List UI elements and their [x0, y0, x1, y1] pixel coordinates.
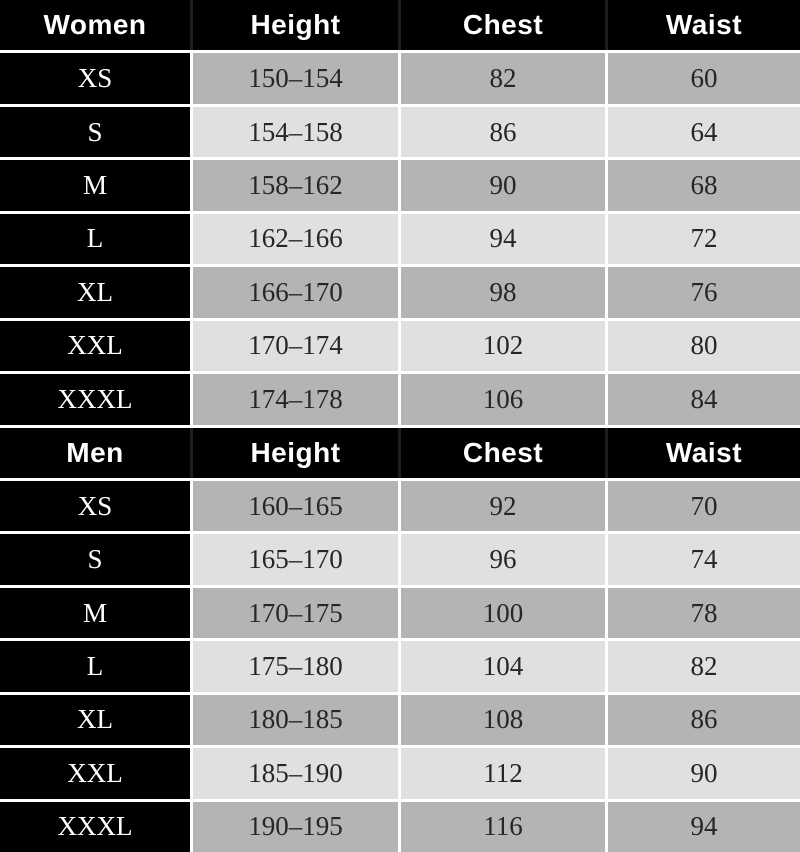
- waist-value: 64: [608, 107, 800, 157]
- waist-value: 86: [608, 695, 800, 745]
- section-header-row: [0, 0, 800, 50]
- waist-value: 60: [608, 53, 800, 103]
- height-value: 160–165: [193, 481, 398, 531]
- size-label: S: [0, 107, 190, 157]
- height-value: 175–180: [193, 641, 398, 691]
- table-row: [0, 214, 800, 264]
- column-header-chest: Chest: [401, 428, 605, 478]
- chest-value: 102: [401, 321, 605, 371]
- waist-value: 84: [608, 374, 800, 424]
- chest-value: 104: [401, 641, 605, 691]
- chest-value: 112: [401, 748, 605, 798]
- waist-value: 74: [608, 534, 800, 584]
- height-value: 170–174: [193, 321, 398, 371]
- height-value: 150–154: [193, 53, 398, 103]
- size-label: XS: [0, 481, 190, 531]
- section-header-row: [0, 428, 800, 478]
- size-label: M: [0, 588, 190, 638]
- table-row: [0, 321, 800, 371]
- waist-value: 90: [608, 748, 800, 798]
- chest-value: 82: [401, 53, 605, 103]
- table-row: [0, 588, 800, 638]
- column-header-waist: Waist: [608, 0, 800, 50]
- chest-value: 100: [401, 588, 605, 638]
- height-value: 158–162: [193, 160, 398, 210]
- chest-value: 116: [401, 802, 605, 852]
- table-row: [0, 481, 800, 531]
- chest-value: 94: [401, 214, 605, 264]
- chest-value: 108: [401, 695, 605, 745]
- size-label: XL: [0, 267, 190, 317]
- height-value: 166–170: [193, 267, 398, 317]
- chest-value: 96: [401, 534, 605, 584]
- waist-value: 72: [608, 214, 800, 264]
- height-value: 154–158: [193, 107, 398, 157]
- height-value: 190–195: [193, 802, 398, 852]
- height-value: 185–190: [193, 748, 398, 798]
- table-row: [0, 802, 800, 852]
- height-value: 180–185: [193, 695, 398, 745]
- waist-value: 70: [608, 481, 800, 531]
- waist-value: 82: [608, 641, 800, 691]
- size-label: M: [0, 160, 190, 210]
- table-row: [0, 267, 800, 317]
- chest-value: 106: [401, 374, 605, 424]
- column-header-chest: Chest: [401, 0, 605, 50]
- height-value: 165–170: [193, 534, 398, 584]
- section-title: Men: [0, 428, 190, 478]
- table-row: [0, 534, 800, 584]
- table-row: [0, 748, 800, 798]
- chest-value: 92: [401, 481, 605, 531]
- waist-value: 78: [608, 588, 800, 638]
- size-label: XXL: [0, 321, 190, 371]
- size-label: L: [0, 641, 190, 691]
- section-title: Women: [0, 0, 190, 50]
- size-label: S: [0, 534, 190, 584]
- table-row: [0, 107, 800, 157]
- height-value: 162–166: [193, 214, 398, 264]
- table-row: [0, 695, 800, 745]
- column-header-waist: Waist: [608, 428, 800, 478]
- column-header-height: Height: [193, 0, 398, 50]
- waist-value: 94: [608, 802, 800, 852]
- height-value: 170–175: [193, 588, 398, 638]
- table-row: [0, 374, 800, 424]
- chest-value: 98: [401, 267, 605, 317]
- table-row: [0, 53, 800, 103]
- height-value: 174–178: [193, 374, 398, 424]
- waist-value: 76: [608, 267, 800, 317]
- size-label: XXXL: [0, 374, 190, 424]
- size-label: XS: [0, 53, 190, 103]
- column-header-height: Height: [193, 428, 398, 478]
- chest-value: 90: [401, 160, 605, 210]
- table-row: [0, 160, 800, 210]
- size-label: L: [0, 214, 190, 264]
- chest-value: 86: [401, 107, 605, 157]
- waist-value: 68: [608, 160, 800, 210]
- size-label: XXXL: [0, 802, 190, 852]
- table-row: [0, 641, 800, 691]
- waist-value: 80: [608, 321, 800, 371]
- size-label: XXL: [0, 748, 190, 798]
- size-label: XL: [0, 695, 190, 745]
